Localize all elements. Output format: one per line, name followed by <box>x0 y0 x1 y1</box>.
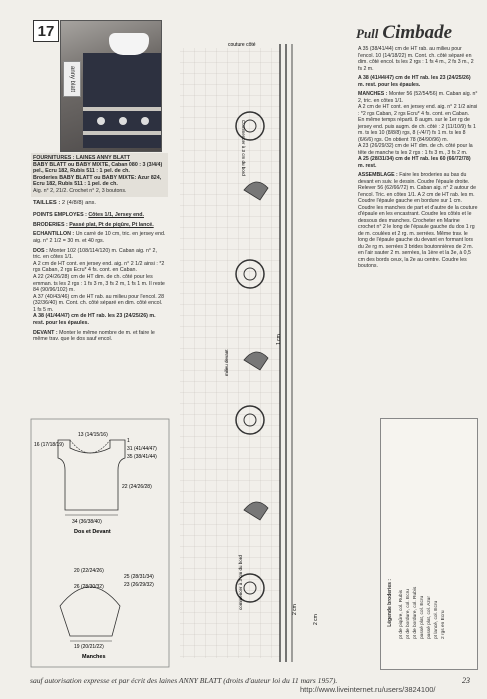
broderies-label: BRODERIES : <box>33 221 68 228</box>
dos-label: DOS : <box>33 247 48 254</box>
sweater-motif <box>141 117 149 125</box>
pattern-title <box>356 22 452 44</box>
chart-2cm: 2 cm <box>292 604 298 615</box>
schema-m-base: 19 (20/21/22) <box>74 644 104 650</box>
brand-badge: anny blatt <box>63 61 81 97</box>
chart-commencer-top: Commencer à 3 cm du bord <box>241 120 246 176</box>
echantillon-label: ECHANTILLON : <box>33 231 75 238</box>
tailles-text: 2 (4/8/8) ans. <box>61 199 97 206</box>
dos-a37: A 37 (40/43/46) cm de HT rab. au milieu pour l'encol. 28 (32/36/40) m. Cont. ch. côté séparé en dim. côté encol. 1 fs 5 m. <box>33 293 165 313</box>
chart-commencer-bottom: commencer à 3 cm du bord <box>238 555 243 610</box>
schema-dos-label: Dos et Devant <box>74 529 111 535</box>
schema-m-r1: 25 (28/31/34) <box>124 574 154 580</box>
legend-item: 2 rgs en Ecru <box>441 610 446 639</box>
schema-r2: 31 (41/44/47) <box>127 446 157 452</box>
pattern-number: 17 <box>33 20 59 42</box>
manches-text: Monter 56 (52/54/56) m. Caban aig. n° 2, tric. en côtes 1/1. <box>358 91 478 104</box>
right-p2: A 38 (41/44/47) cm de HT rab. les 23 (24/25/26) m. rest. pour les épaules. <box>358 75 471 88</box>
right-p1: A 35 (38/41/44) cm de HT rab. au milieu pour l'encol. 10 (14/18/22) m. Cont. ch. côté séparé en dim. côté encol. ts les 2 rgs : 1 fs 4 m., 2 fs 3 m., 2 fs 2 m. <box>358 46 474 72</box>
right-column <box>358 46 478 273</box>
left-column <box>33 155 166 346</box>
sweater-motif <box>119 117 127 125</box>
tailles-label: TAILLES : <box>33 199 61 206</box>
manches-meme: En même temps réparti. 8 augm. sur le 1er rg de jersey end. puis augm. de ch. côté : 2 (11/10/9) fs 1 m. ts les 10 (8/8/8) rgs, 8 (-/4/7) fs 1 m. ts les 8 (6/6/6) rgs. On obtient 78 (84/90/96) m. <box>358 117 476 143</box>
legend-item: pt lancé, col. Ecru <box>434 600 439 639</box>
fournitures-label: FOURNITURES : LAINES ANNY BLATT <box>33 155 131 161</box>
sweater-photo <box>60 20 162 152</box>
chart-2cm-b: 2 cm <box>313 614 319 625</box>
sweater-motif <box>97 117 105 125</box>
title-cimbade: Cimbade <box>382 22 453 43</box>
legend-item: pt de piqûre, col. Rubis <box>399 589 404 639</box>
page-number: 23 <box>462 676 470 685</box>
sweater-stripe <box>83 131 161 135</box>
schema-m-top: 20 (22/24/26) <box>74 568 104 574</box>
devant-text: Monter le même nombre de m. et faire le même trav. que le dos sauf encol. <box>33 329 155 343</box>
manches-a2: A 2 cm de HT cont. en jersey end. aig. n° 2 1/2 ainsi : *2 rgs Caban, 2 rgs Ecru* 4 fs. cont. en Caban. <box>358 104 478 117</box>
embroidery-chart <box>172 40 319 670</box>
chart-couture: couture côté <box>228 42 256 48</box>
legend-title: Légende broderies : <box>387 579 393 627</box>
assemblage-text: Faire les broderies au bas du devant en suiv. le dessin. Coudre l'épaule droite. Relever 56 (62/66/72) m. Caban aig. n° 2 autour de l'encol. Tric. en côtes 1/1. A 2 cm de HT rab. les m. Coudre l'épaule gauche en bordure sur 1 cm. Coudre les manches de part et d'autre de la couture d'épaule en les encastrant. Coudre les côtés et le dessous des manches. Crocheter en Marine crochet n° 2 le long de l'épaule gauche du dos 1 rg de m. coulées et 2 rg. m. serrées. Même trav. le long de l'épaule gauche du devant en formant lors du 2e rg m. serrées 3 brides boutonnières de 2 m. en l'air sauter 2 m. serrées, la 1ère et la 3e, à 0,5 cm des bords ceux, la 2e au centre. Coudre les boutons. <box>358 172 478 269</box>
legend-item: pt de bordure, col. Rubis <box>413 586 418 639</box>
schema-neck: 13 (14/15/16) <box>78 432 108 438</box>
dos-text: Monter 102 (108/114/120) m. Caban aig. n° 2, tric. en côtes 1/1. <box>33 247 157 261</box>
points-text: Côtes 1/1, Jersey end. <box>88 212 144 219</box>
aiguilles-text: Aig. n° 2, 21/2. Crochet n° 2, 3 boutons. <box>33 187 127 194</box>
size-schematics <box>30 418 170 668</box>
assemblage-label: ASSEMBLAGE : <box>358 172 398 178</box>
source-url[interactable]: http://www.liveinternet.ru/users/3824100/ <box>300 685 436 694</box>
schema-r1: 1 <box>127 438 130 444</box>
broderies-text: Passé plat, Pt de piqûre, Pt lancé. <box>69 221 154 228</box>
schema-m-r2: 23 (26/29/32) <box>124 582 154 588</box>
schema-r3: 35 (38/41/44) <box>127 454 157 460</box>
manches-label: MANCHES : <box>358 91 388 97</box>
title-pull: Pull <box>356 26 379 41</box>
copyright-footer: sauf autorisation expresse et par écrit des laines ANNY BLATT (droits d'auteur loi du 11 mars 1957). <box>30 676 338 685</box>
chart-milieu: milieu devant <box>224 349 229 376</box>
schema-left: 16 (17/18/19) <box>34 442 64 448</box>
manches-a25: A 25 (28/31/34) cm de HT rab. les 60 (66/72/78) m. rest. <box>358 156 471 169</box>
echantillon-text: Un carré de 10 cm, tric. en jersey end. aig. n° 2 1/2 = 30 m. et 40 rgs. <box>33 231 166 244</box>
schema-manches-label: Manches <box>82 654 106 660</box>
sweater-collar <box>109 33 149 55</box>
legend-item: passé plat, col. Ecru <box>420 595 425 639</box>
legend-item: passé plat, col. Azur <box>427 596 432 639</box>
chart-1cm: 1 cm <box>276 334 282 345</box>
fournitures-text: BABY BLATT ou BABY MIXTE, Caban 080 : 3 (3/4/4) pel., Ecru 182, Rubis 511 : 1 pel. de ch. <box>33 161 163 175</box>
dos-a2: A 2 cm de HT cont. en jersey end. aig. n° 2 1/2 ainsi : *2 rgs Caban, 2 rgs Ecru* 4 fs. cont. en Caban. <box>33 260 165 274</box>
points-label: POINTS EMPLOYES : <box>33 212 87 219</box>
sweater-stripe <box>83 107 161 111</box>
dos-a38: A 38 (41/44/47) cm de HT rab. les 23 (24/25/26) m. rest. pour les épaules. <box>33 313 156 327</box>
schema-height: 22 (24/26/28) <box>122 484 152 490</box>
devant-label: DEVANT : <box>33 329 58 336</box>
legend-box <box>380 418 478 670</box>
schema-base: 34 (36/38/40) <box>72 519 102 525</box>
manches-a23: A 23 (26/29/32) cm de HT dim. de ch. côté pour la tête de manche ts les 2 rgs : 1 fs 3 m., 3 fs 2 m. <box>358 143 473 156</box>
schema-m-mid: 26 (28/30/32) <box>74 584 104 590</box>
dos-a22: A 22 (24/26/28) cm de HT dim. de ch. côté pour les emman. ts les 2 rgs : 1 fs 3 m, 3 fs 2 m, 1 fs 1 m. Il reste 84 (90/96/102) m. <box>33 273 165 294</box>
broderies-yarn: Broderies BABY BLATT ou BABY MIXTE: Azur 824, Ecru 182, Rubis 511 : 1 pel. de ch. <box>33 174 162 188</box>
legend-item: pt de bordure, col. Ecru <box>406 589 411 639</box>
